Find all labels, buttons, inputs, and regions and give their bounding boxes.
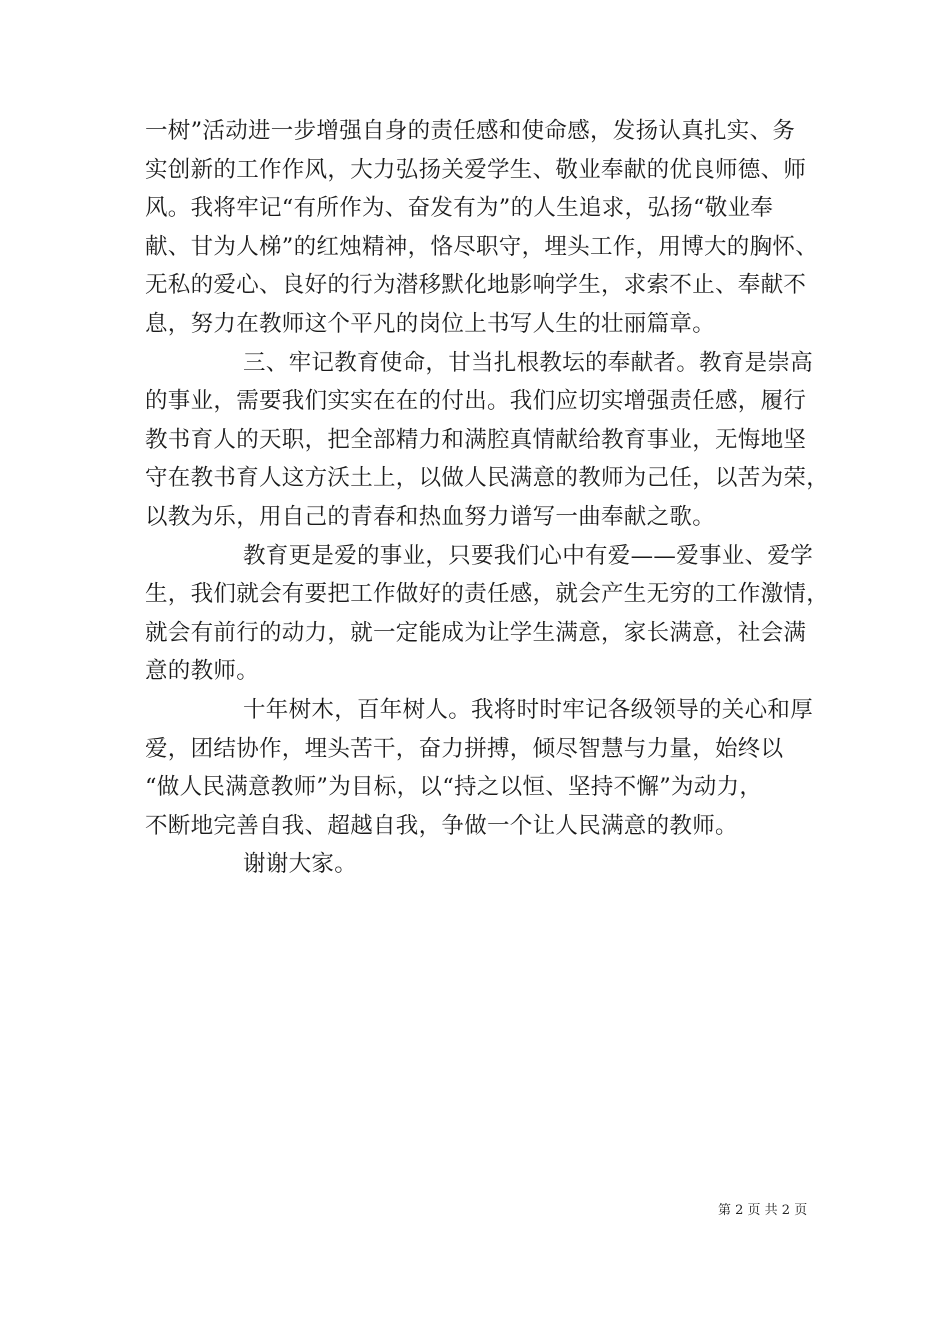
text-line: 教书育人的天职，把全部精力和满腔真情献给教育事业，无悔地坚: [145, 426, 807, 453]
text-line: 谢谢大家。: [243, 851, 358, 878]
text-line: 守在教书育人这方沃土上，以做人民满意的教师为己任，以苦为荣，: [145, 465, 830, 492]
text-line: 息，努力在教师这个平凡的岗位上书写人生的壮丽篇章。: [145, 310, 716, 337]
text-line: 不断地完善自我、超越自我，争做一个让人民满意的教师。: [145, 812, 738, 839]
text-line: 就会有前行的动力，就一定能成为让学生满意，家长满意，社会满: [145, 619, 807, 646]
text-line: 无私的爱心、良好的行为潜移默化地影响学生，求索不止、奉献不: [145, 272, 807, 299]
text-line: “做人民满意教师”为目标，以“持之以恒、坚持不懈”为动力，: [145, 774, 763, 801]
document-body: [145, 112, 830, 884]
text-line: 生，我们就会有要把工作做好的责任感，就会产生无穷的工作激情，: [145, 581, 830, 608]
text-line: 的事业，需要我们实实在在的付出。我们应切实增强责任感，履行: [145, 388, 807, 415]
text-line: 风。我将牢记“有所作为、奋发有为”的人生追求，弘扬“敬业奉: [145, 195, 774, 222]
text-line: 十年树木，百年树人。我将时时牢记各级领导的关心和厚: [243, 696, 814, 723]
text-line: 三、牢记教育使命，甘当扎根教坛的奉献者。教育是崇高: [243, 349, 814, 376]
page-footer: 第 2 页 共 2 页: [718, 1203, 808, 1218]
text-line: 意的教师。: [145, 658, 260, 685]
text-line: 实创新的工作作风，大力弘扬关爱学生、敬业奉献的优良师德、师: [145, 156, 807, 183]
text-line: 以教为乐，用自己的青春和热血努力谱写一曲奉献之歌。: [145, 503, 716, 530]
text-line: 教育更是爱的事业，只要我们心中有爱——爱事业、爱学: [243, 542, 814, 569]
text-line: 献、甘为人梯”的红烛精神，恪尽职守，埋头工作，用博大的胸怀、: [145, 233, 819, 260]
text-line: 爱，团结协作，埋头苦干，奋力拼搏，倾尽智慧与力量，始终以: [145, 735, 784, 762]
text-line: 一树”活动进一步增强自身的责任感和使命感，发扬认真扎实、务: [145, 118, 796, 144]
